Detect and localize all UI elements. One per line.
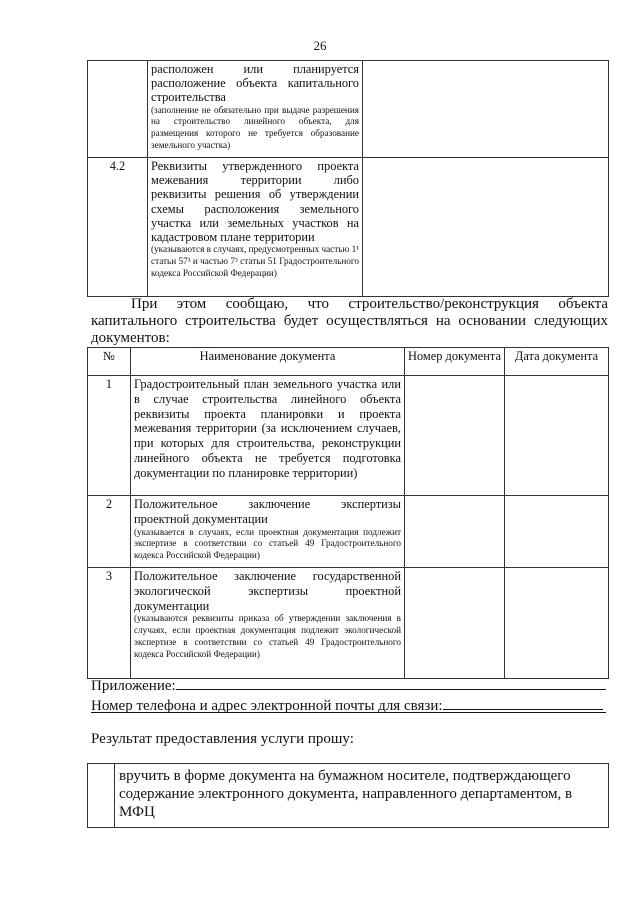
document-note: (указывается в случаях, если проектная документация подлежит экспертизе в соответствии со статьей 49 Градостроительного кодекса Российской Федерации) bbox=[134, 526, 401, 561]
row-note: (указываются в случаях, предусмотренных частью 1¹ статьи 57³ и частью 7³ статьи 51 Градостроительного кодекса Российской Федерации) bbox=[151, 244, 359, 278]
row-value-field[interactable] bbox=[363, 158, 609, 297]
row-number: 4.2 bbox=[88, 158, 148, 297]
doc-date-field[interactable] bbox=[505, 496, 609, 568]
row-name-cell bbox=[131, 376, 405, 496]
row-label: Реквизиты утвержденного проекта межевания территории либо реквизиты решения об утверждении схемы расположения земельного участка или земельных участков на кадастровом плане территории bbox=[151, 159, 359, 245]
result-option-table bbox=[87, 763, 609, 828]
doc-date-field[interactable] bbox=[505, 376, 609, 496]
table-row bbox=[88, 61, 609, 158]
info-table bbox=[87, 60, 609, 297]
header-doc-date: Дата документа bbox=[505, 348, 609, 376]
statement-paragraph: При этом сообщаю, что строительство/реконструкция объекта капитального строительства будет осуществляться на основании следующих документов: bbox=[91, 296, 608, 346]
table-row bbox=[88, 376, 609, 496]
contact-continuation-line[interactable] bbox=[91, 712, 606, 713]
table-header-row bbox=[88, 348, 609, 376]
header-doc-number: Номер документа bbox=[405, 348, 505, 376]
attachment-input[interactable] bbox=[176, 677, 606, 690]
result-option-checkbox[interactable] bbox=[88, 764, 115, 828]
attachment-label: Приложение: bbox=[91, 678, 176, 694]
row-number: 1 bbox=[88, 376, 131, 496]
doc-number-field[interactable] bbox=[405, 568, 505, 679]
document-name: Положительное заключение государственной экологической экспертизы проектной документации bbox=[134, 569, 401, 613]
attachment-line bbox=[91, 677, 606, 695]
doc-number-field[interactable] bbox=[405, 496, 505, 568]
header-number: № bbox=[88, 348, 131, 376]
documents-table bbox=[87, 347, 609, 679]
doc-date-field[interactable] bbox=[505, 568, 609, 679]
table-row bbox=[88, 496, 609, 568]
table-row bbox=[88, 158, 609, 297]
document-name: Положительное заключение экспертизы проектной документации bbox=[134, 497, 401, 526]
result-option-row bbox=[88, 764, 609, 828]
header-name: Наименование документа bbox=[131, 348, 405, 376]
document-note: (указываются реквизиты приказа об утверждении заключения в случаях, если проектная документация подлежит экологической экспертизе в соответствии со статьей 49 Градостроительного кодекса Российской Федерации) bbox=[134, 613, 401, 659]
row-value-field[interactable] bbox=[363, 61, 609, 158]
contact-input[interactable] bbox=[443, 697, 603, 710]
table-row bbox=[88, 568, 609, 679]
row-label-cell bbox=[148, 61, 363, 158]
doc-number-field[interactable] bbox=[405, 376, 505, 496]
row-name-cell bbox=[131, 496, 405, 568]
row-number: 3 bbox=[88, 568, 131, 679]
row-note: (заполнение не обязательно при выдаче разрешения на строительство линейного объекта, для размещения которого не требуется образование земельного участка) bbox=[151, 104, 359, 150]
document-name: Градостроительный план земельного участка или в случае строительства линейного объекта реквизиты проекта планировки и проекта межевания территории (за исключением случаев, при которых для строительства, реконструкции линейного объекта не требуется подготовка документации по планировке территории) bbox=[134, 377, 401, 480]
result-label: Результат предоставления услуги прошу: bbox=[91, 731, 354, 747]
row-label: расположен или планируется расположение объекта капитального строительства bbox=[151, 62, 359, 105]
row-name-cell bbox=[131, 568, 405, 679]
contact-label: Номер телефона и адрес электронной почты для связи: bbox=[91, 698, 443, 714]
row-label-cell bbox=[148, 158, 363, 297]
row-number bbox=[88, 61, 148, 158]
row-number: 2 bbox=[88, 496, 131, 568]
result-option-text: вручить в форме документа на бумажном носителе, подтверждающего содержание электронного документа, направленного департаментом, в МФЦ bbox=[115, 764, 609, 828]
page-number: 26 bbox=[313, 38, 327, 53]
